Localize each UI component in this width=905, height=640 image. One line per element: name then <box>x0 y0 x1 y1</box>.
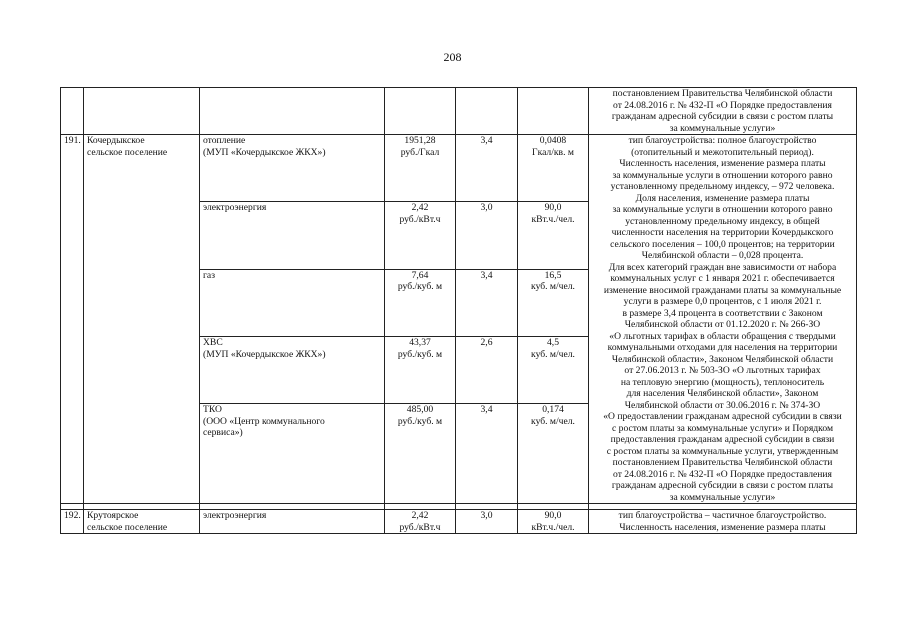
table-row-191 <box>61 135 857 202</box>
service-tariff: 2,42 руб./кВт.ч <box>385 510 456 534</box>
service-tariff: 1951,28 руб./Гкал <box>385 135 456 202</box>
continuation-row <box>61 88 857 135</box>
service-name: отопление (МУП «Кочердыкское ЖКХ») <box>200 135 385 202</box>
service-name: электроэнергия <box>200 202 385 269</box>
service-index: 3,0 <box>456 202 518 269</box>
row-description: тип благоустройства: полное благоустройство (отопительный и межотопительный период). Численность населения, изменение размера платы за коммунальные услуги в отношении которого равно установленному предельному индексу, – 972 человека. Доля населения, изменение размера платы за коммунальные услуги в отношении которого равно установленному предельному индексу, в общей численности населения на территории Кочердыкского сельского поселения – 100,0 процентов; на территории Челябинской области – 0,028 процента. Для всех категорий граждан вне зависимости от набора коммунальных услуг с 1 января 2021 г. обеспечивается изменение вносимой гражданами платы за коммунальные услуги в размере 0,0 процентов, с 1 июля 2021 г. в размере 3,4 процента в соответствии с Законом Челябинской области от 01.12.2020 г. № 266-ЗО «О льготных тарифах в области обращения с твердыми коммунальными отходами для населения на территории Челябинской области», Законом Челябинской области от 27.06.2013 г. № 503-ЗО «О льготных тарифах на тепловую энергию (мощность), теплоноситель для населения Челябинской области», Законом Челябинской области от 30.06.2016 г. № 374-ЗО «О предоставлении гражданам адресной субсидии в связи с ростом платы за коммунальные услуги» и Порядком предоставления гражданам адресной субсидии в связи с ростом платы за коммунальные услуги, утвержденным постановлением Правительства Челябинской области от 24.08.2016 г. № 432-П «О Порядке предоставления гражданам адресной субсидии в связи с ростом платы за коммунальные услуги» <box>589 135 857 504</box>
service-index: 3,4 <box>456 135 518 202</box>
page-number: 208 <box>443 50 462 64</box>
settlement-name: Крутоярское сельское поселение <box>84 510 200 534</box>
service-index: 2,6 <box>456 337 518 404</box>
row-number: 192. <box>61 510 84 534</box>
service-norm: 16,5 куб. м/чел. <box>518 269 589 336</box>
service-index: 3,4 <box>456 404 518 504</box>
service-name: электроэнергия <box>200 510 385 534</box>
service-index: 3,0 <box>456 510 518 534</box>
service-tariff: 485,00 руб./куб. м <box>385 404 456 504</box>
service-name: ТКО (ООО «Центр коммунального сервиса») <box>200 404 385 504</box>
table-row-192 <box>61 510 857 534</box>
row-description: тип благоустройства – частичное благоустройство. Численность населения, изменение размера платы <box>589 510 857 534</box>
service-norm: 0,0408 Гкал/кв. м <box>518 135 589 202</box>
service-norm: 90,0 кВт.ч./чел. <box>518 510 589 534</box>
settlement-name: Кочердыкское сельское поселение <box>84 135 200 504</box>
service-norm: 4,5 куб. м/чел. <box>518 337 589 404</box>
service-tariff: 2,42 руб./кВт.ч <box>385 202 456 269</box>
service-index: 3,4 <box>456 269 518 336</box>
service-norm: 0,174 куб. м/чел. <box>518 404 589 504</box>
service-name: газ <box>200 269 385 336</box>
service-tariff: 7,64 руб./куб. м <box>385 269 456 336</box>
row-number: 191. <box>61 135 84 504</box>
continuation-description: постановлением Правительства Челябинской области от 24.08.2016 г. № 432-П «О Порядке предоставления гражданам адресной субсидии в связи с ростом платы за коммунальные услуги» <box>589 88 857 135</box>
tariff-table <box>60 87 857 534</box>
service-norm: 90,0 кВт.ч./чел. <box>518 202 589 269</box>
service-name: ХВС (МУП «Кочердыкское ЖКХ») <box>200 337 385 404</box>
service-tariff: 43,37 руб./куб. м <box>385 337 456 404</box>
